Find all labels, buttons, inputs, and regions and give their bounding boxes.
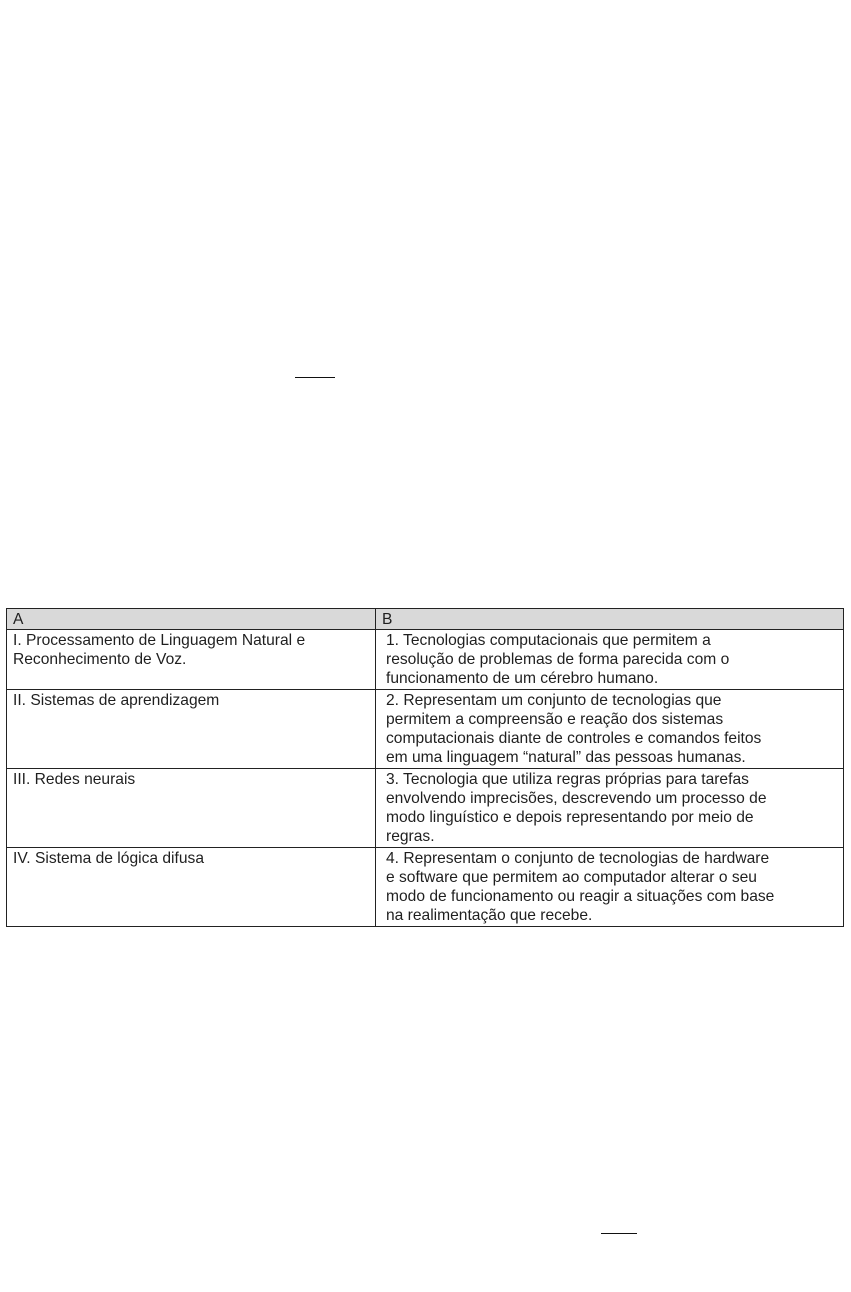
cell-text-line: III. Redes neurais — [13, 771, 136, 788]
cell-b-2 — [376, 690, 844, 769]
cell-text-line: 2. Representam um conjunto de tecnologias que — [386, 692, 722, 709]
cell-text-line: modo linguístico e depois representando por meio de — [386, 809, 754, 826]
cell-text-line: 4. Representam o conjunto de tecnologias de hardware — [386, 850, 770, 867]
cell-text-line: envolvendo imprecisões, descrevendo um processo de — [386, 790, 767, 807]
cell-a-4 — [7, 848, 376, 927]
matching-table — [6, 608, 844, 927]
table-row — [7, 769, 844, 848]
cell-text-line: em uma linguagem “natural” das pessoas humanas. — [386, 749, 746, 766]
table-row — [7, 690, 844, 769]
cell-text-line: funcionamento de um cérebro humano. — [386, 670, 659, 687]
cell-text-line: resolução de problemas de forma parecida com o — [386, 651, 730, 668]
cell-b-4 — [376, 848, 844, 927]
cell-text-line: e software que permitem ao computador alterar o seu — [386, 869, 757, 886]
horizontal-rule-bottom — [601, 1233, 637, 1234]
cell-text-line: regras. — [386, 828, 435, 845]
table-row — [7, 630, 844, 690]
cell-a-3 — [7, 769, 376, 848]
cell-text-line: modo de funcionamento ou reagir a situações com base — [386, 888, 775, 905]
cell-a-1 — [7, 630, 376, 690]
cell-text-line: 1. Tecnologias computacionais que permitem a — [386, 632, 711, 649]
column-header-a: A — [7, 609, 376, 630]
cell-text-line: computacionais diante de controles e comandos feitos — [386, 730, 762, 747]
horizontal-rule-top — [295, 377, 335, 378]
table-header-row — [7, 609, 844, 630]
cell-a-2 — [7, 690, 376, 769]
cell-text-line: IV. Sistema de lógica difusa — [13, 850, 204, 867]
cell-b-1 — [376, 630, 844, 690]
cell-text-line: Reconhecimento de Voz. — [13, 651, 187, 668]
cell-text-line: na realimentação que recebe. — [386, 907, 593, 924]
cell-text-line: permitem a compreensão e reação dos sistemas — [386, 711, 724, 728]
column-header-b: B — [376, 609, 844, 630]
cell-text-line: II. Sistemas de aprendizagem — [13, 692, 220, 709]
cell-b-3 — [376, 769, 844, 848]
table-row — [7, 848, 844, 927]
cell-text-line: 3. Tecnologia que utiliza regras próprias para tarefas — [386, 771, 749, 788]
cell-text-line: I. Processamento de Linguagem Natural e — [13, 632, 306, 649]
